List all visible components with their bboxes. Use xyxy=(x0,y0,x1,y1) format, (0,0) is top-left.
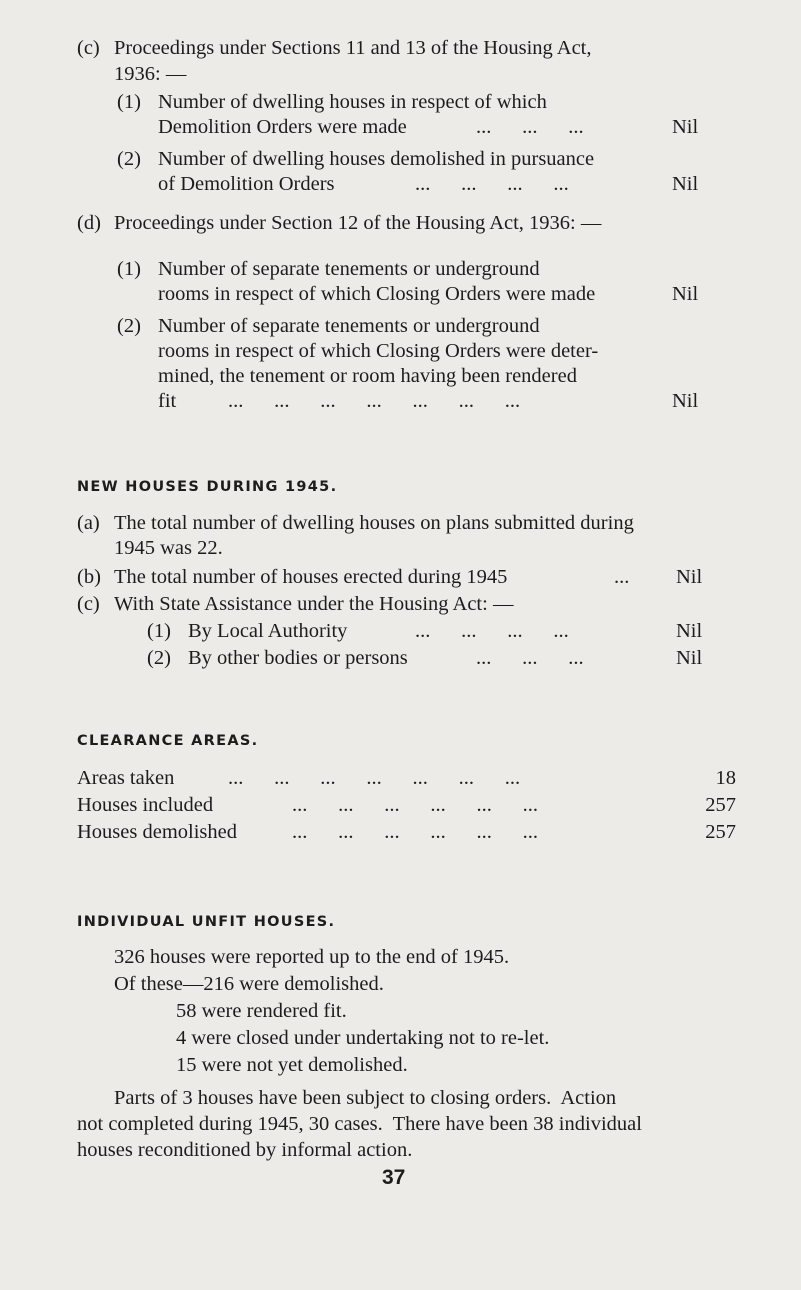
leader-dots: ... ... ... xyxy=(476,647,584,669)
section-c-title: Proceedings under Sections 11 and 13 of the Housing Act, xyxy=(114,37,592,59)
section-c-item2-value: Nil xyxy=(672,173,699,195)
section-c-item1-value: Nil xyxy=(672,116,699,138)
new-houses-b-text: The total number of houses erected during 1945 xyxy=(114,566,508,588)
clearance-row-value: 257 xyxy=(705,821,736,843)
section-d-item2-text-3: mined, the tenement or room having been rendered xyxy=(158,365,577,387)
leader-dots: ... ... ... ... xyxy=(415,620,569,642)
section-d-item2-value: Nil xyxy=(672,390,699,412)
section-c-item2-text: Number of dwelling houses demolished in pursuance xyxy=(158,148,595,170)
new-houses-c-item1-value: Nil xyxy=(676,620,703,642)
section-c-item1-num: (1) xyxy=(117,91,141,113)
clearance-row-value: 257 xyxy=(705,794,736,816)
section-d-item2-text-4: fit xyxy=(158,390,177,412)
section-d-title: Proceedings under Section 12 of the Housing Act, 1936: — xyxy=(114,212,602,234)
clearance-row-label: Houses included xyxy=(77,794,214,816)
new-houses-c-item1-num: (1) xyxy=(147,620,171,642)
section-c-item2-num: (2) xyxy=(117,148,141,170)
section-c-item1-text: Number of dwelling houses in respect of which xyxy=(158,91,547,113)
section-c-item2-text-2: of Demolition Orders xyxy=(158,173,335,195)
leader-dots: ... ... ... ... ... ... xyxy=(292,794,538,816)
clearance-row-label: Areas taken xyxy=(77,767,175,789)
unfit-line: 15 were not yet demolished. xyxy=(176,1054,408,1076)
section-c-item1-text-2: Demolition Orders were made xyxy=(158,116,407,138)
new-houses-b-value: Nil xyxy=(676,566,703,588)
leader-dots: ... ... ... xyxy=(476,116,584,138)
new-houses-heading: NEW HOUSES DURING 1945. xyxy=(77,479,338,495)
section-d-item2-num: (2) xyxy=(117,315,141,337)
section-d-item1-value: Nil xyxy=(672,283,699,305)
leader-dots: ... ... ... ... xyxy=(415,173,569,195)
unfit-heading: INDIVIDUAL UNFIT HOUSES. xyxy=(77,914,336,930)
new-houses-c-item1-text: By Local Authority xyxy=(188,620,348,642)
new-houses-a-text: The total number of dwelling houses on plans submitted during xyxy=(114,512,634,534)
unfit-line: Of these—216 were demolished. xyxy=(114,973,384,995)
leader-dots: ... ... ... ... ... ... xyxy=(292,821,538,843)
new-houses-a-label: (a) xyxy=(77,512,100,534)
new-houses-a-text-2: 1945 was 22. xyxy=(114,537,223,559)
clearance-row-label: Houses demolished xyxy=(77,821,237,843)
section-d-label: (d) xyxy=(77,212,101,234)
section-d-item1-text-2: rooms in respect of which Closing Orders were made xyxy=(158,283,596,305)
unfit-paragraph-line: houses reconditioned by informal action. xyxy=(77,1139,413,1161)
section-d-item2-text-2: rooms in respect of which Closing Orders were deter- xyxy=(158,340,599,362)
new-houses-c-item2-num: (2) xyxy=(147,647,171,669)
page-number: 37 xyxy=(382,1166,406,1189)
unfit-line: 4 were closed under undertaking not to re-let. xyxy=(176,1027,550,1049)
clearance-heading: CLEARANCE AREAS. xyxy=(77,733,259,749)
unfit-line: 326 houses were reported up to the end of 1945. xyxy=(114,946,510,968)
unfit-paragraph-line: Parts of 3 houses have been subject to closing orders. Action xyxy=(114,1087,617,1109)
section-d-item1-num: (1) xyxy=(117,258,141,280)
new-houses-c-item2-text: By other bodies or persons xyxy=(188,647,408,669)
section-d-item2-text: Number of separate tenements or underground xyxy=(158,315,540,337)
new-houses-c-text: With State Assistance under the Housing Act: — xyxy=(114,593,514,615)
clearance-row-value: 18 xyxy=(715,767,736,789)
new-houses-c-label: (c) xyxy=(77,593,100,615)
unfit-paragraph-line: not completed during 1945, 30 cases. There have been 38 individual xyxy=(77,1113,642,1135)
leader-dots: ... xyxy=(614,566,630,588)
new-houses-c-item2-value: Nil xyxy=(676,647,703,669)
section-c-label: (c) xyxy=(77,37,100,59)
section-c-title-year: 1936: — xyxy=(114,63,187,85)
leader-dots: ... ... ... ... ... ... ... xyxy=(228,767,521,789)
unfit-line: 58 were rendered fit. xyxy=(176,1000,347,1022)
new-houses-b-label: (b) xyxy=(77,566,101,588)
section-d-item1-text: Number of separate tenements or underground xyxy=(158,258,540,280)
leader-dots: ... ... ... ... ... ... ... xyxy=(228,390,521,412)
